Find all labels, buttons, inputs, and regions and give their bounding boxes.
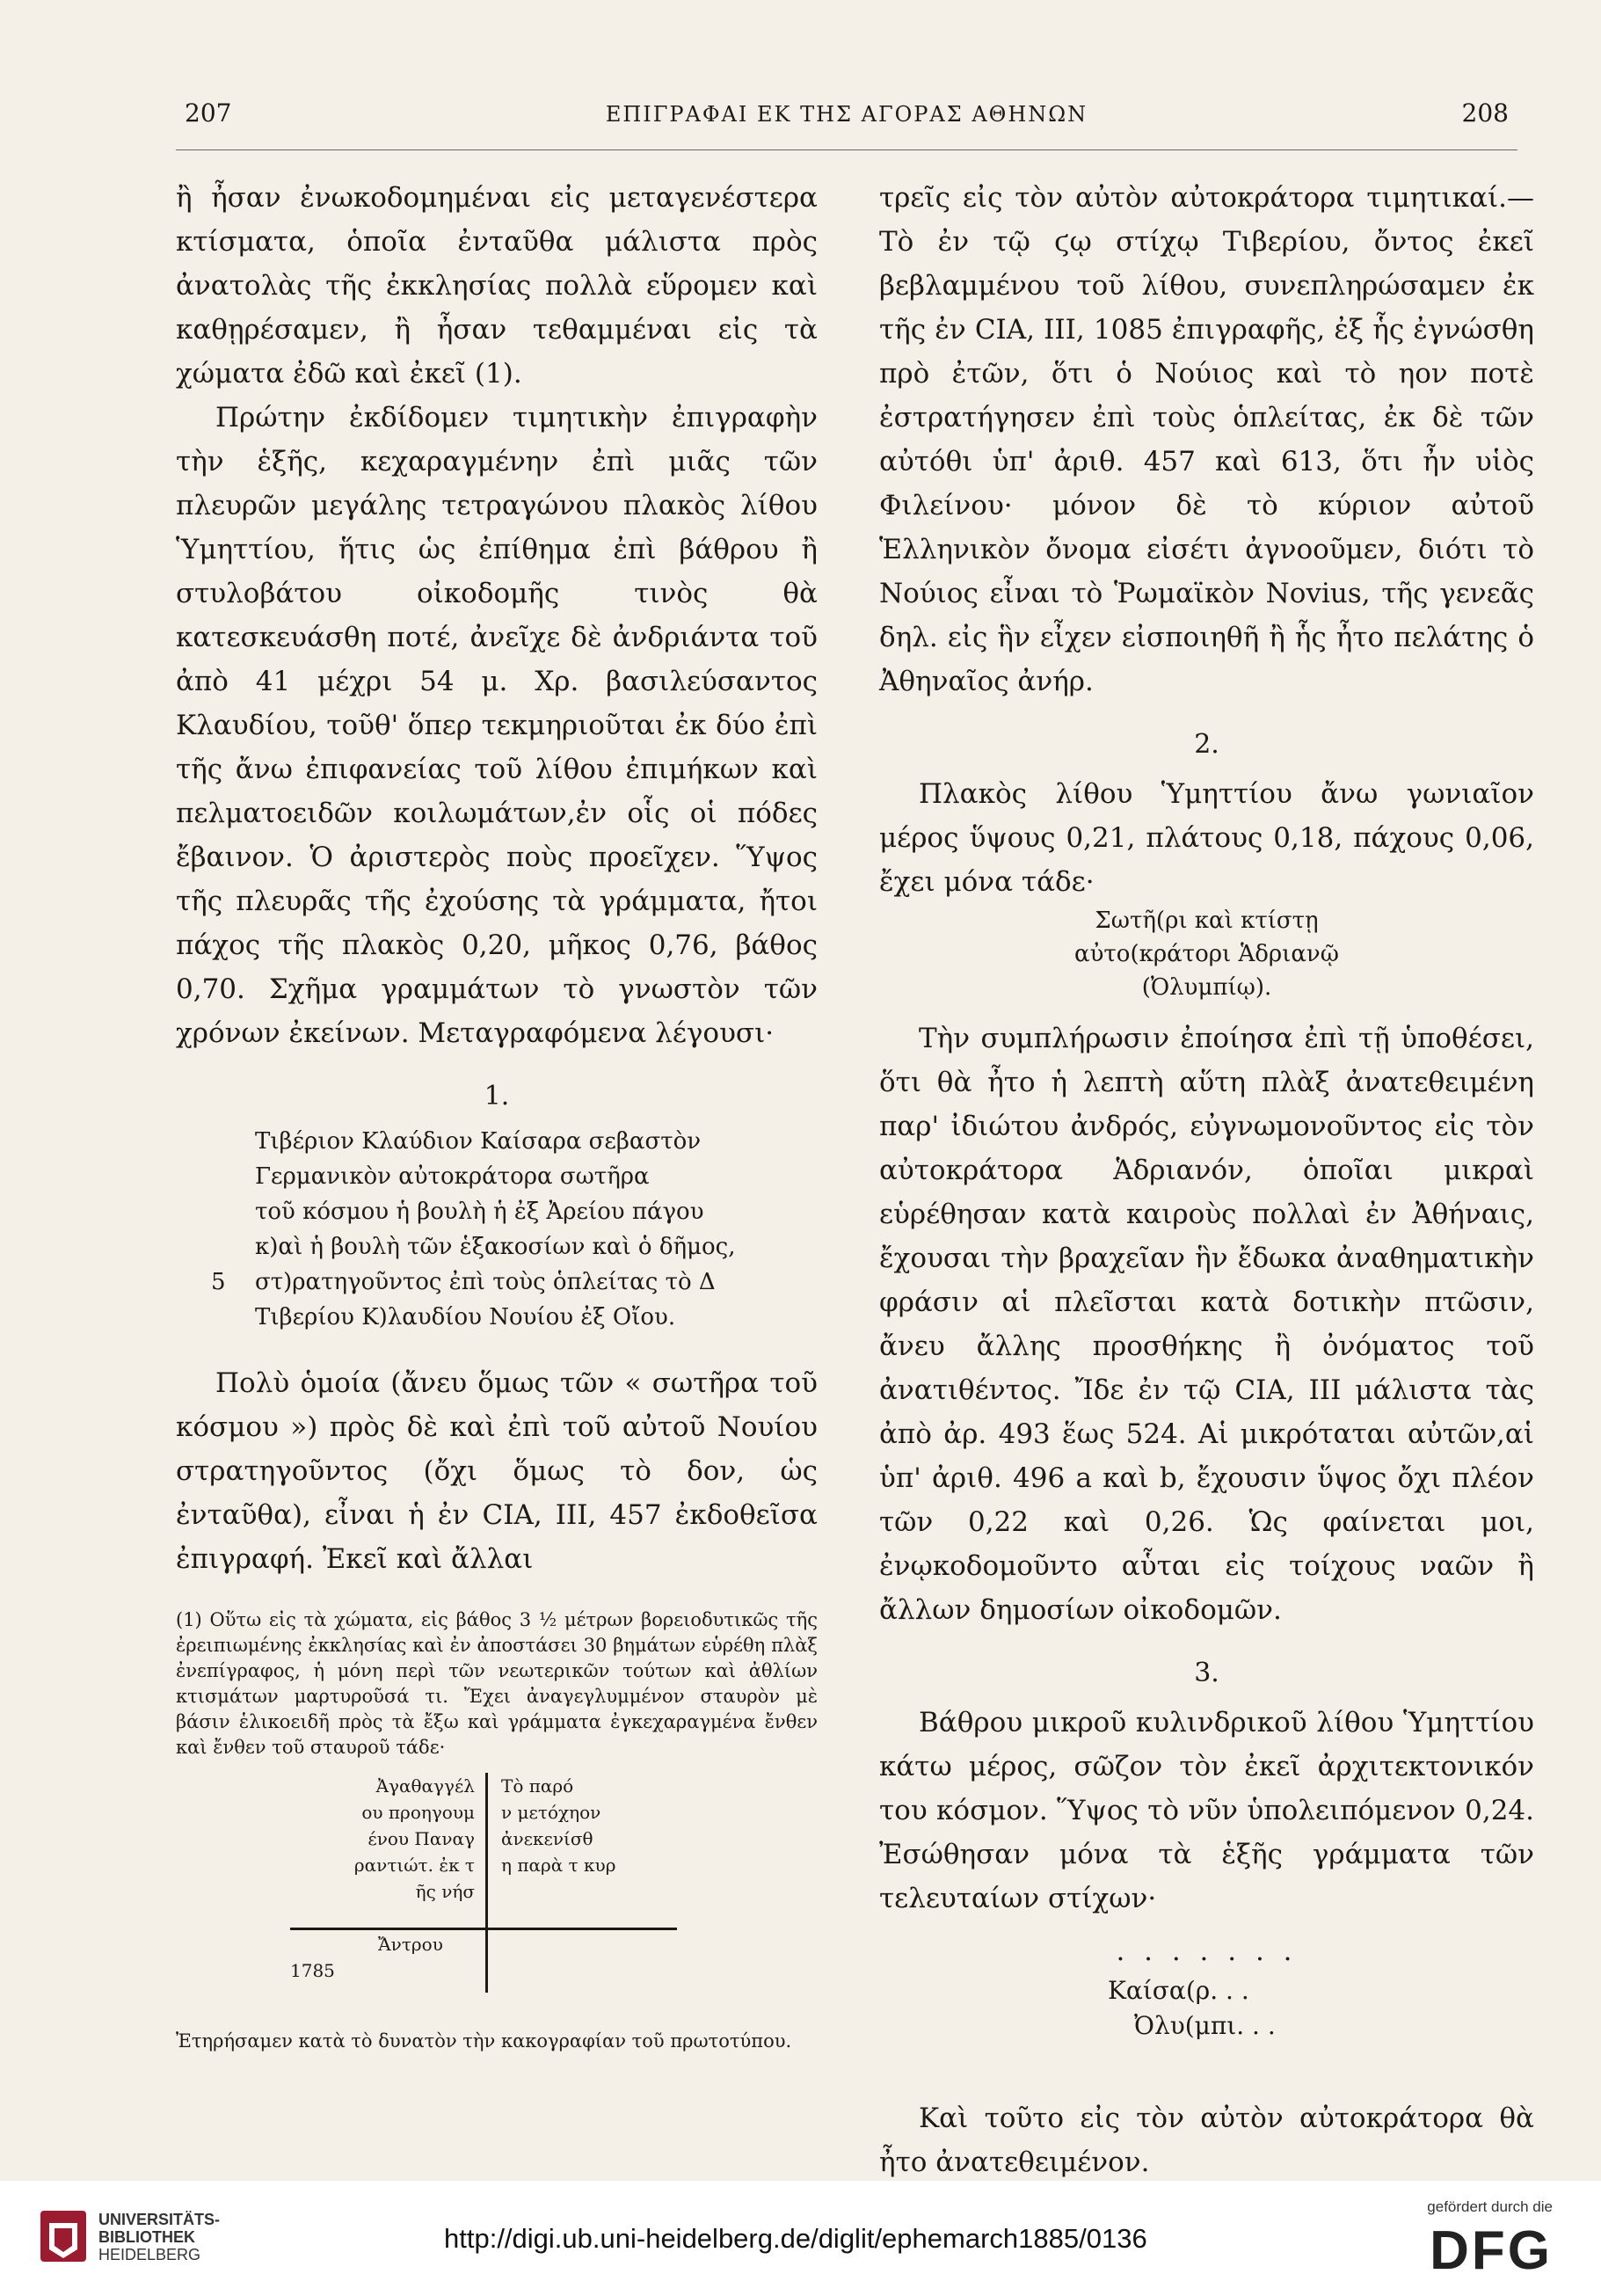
footnote: (1) Οὕτω εἰς τὰ χώματα, εἰς βάθος 3 ½ μέτρων βορειοδυτικῶς τῆς ἐρειπιωμένης ἐκκλησίας καὶ ἐν ἀποστάσει 30 βημάτων εὑρέθη πλὰξ ἐνεπίγραφος, ἡ μόνη περὶ τῶν νεωτερικῶν τούτων καὶ ἀθλίων κτισμάτων μαρτυροῦσά τι. Ἔχει ἀναγεγλυμμένον σταυρὸν μὲ βάσιν ἑλικοειδῆ πρὸς τὰ ἔξω καὶ γράμματα ἐγκεχαραγμένα ἔνθεν καὶ ἔνθεν τοῦ σταυροῦ τάδε· [176,1609,818,1758]
inscription-line: (Ὀλυμπίῳ). [1141,974,1272,1001]
inscription-3 [879,1973,1534,2044]
cross-horizontal-bar [290,1928,677,1930]
paragraph: ἢ ἦσαν ἐνωκοδομημέναι εἰς μεταγενέστερα κτίσματα, ὁποῖα ἐνταῦθα μάλιστα πρὸς ἀνατολὰς τῆς ἐκκλησίας πολλὰ εὕρομεν καὶ καθῃρέσαμεν, ἢ ἦσαν τεθαμμέναι εἰς τὰ χώματα ἐδῶ καὶ ἐκεῖ (1). [176,182,818,390]
paragraph: Πολὺ ὁμοία (ἄνευ ὅμως τῶν « σωτῆρα τοῦ κόσμου ») πρὸς δὲ καὶ ἐπὶ τοῦ αὐτοῦ Νουίου στρατηγοῦντος (ὄχι ὅμως τὸ δον, ὡς ἐνταῦθα), εἶναι ἡ ἐν CIA, III, 457 ἐκδοθεῖσα ἐπιγραφή. Ἐκεῖ καὶ ἄλλαι [176,1367,818,1575]
right-column [879,176,1534,2184]
line-number: 5 [211,1269,226,1295]
figure-caption: Ἐτηρήσαμεν κατὰ τὸ δυνατὸν τὴν κακογραφίαν τοῦ πρωτοτύπου. [176,2030,792,2052]
paragraph: Πλακὸς λίθου Ὑμηττίου ἄνω γωνιαῖον μέρος ὕψους 0,21, πλάτους 0,18, πάχους 0,06, ἔχει μόνα τάδε· [879,778,1534,898]
running-head [176,98,1517,134]
dfg-logo: DFG [1430,2220,1553,2281]
inscription-line: Γερμανικὸν αὐτοκράτορα σωτῆρα [255,1163,650,1190]
paragraph: Πρώτην ἐκδίδομεν τιμητικὴν ἐπιγραφὴν τὴν ἑξῆς, κεχαραγμένην ἐπὶ μιᾶς τῶν πλευρῶν μεγάλης τετραγώνου πλακὸς λίθου Ὑμηττίου, ἥτις ὡς ἐπίθημα ἐπὶ βάθρου ἢ στυλοβάτου οἰκοδομῆς τινὸς θὰ κατεσκευάσθη ποτέ, ἀνεῖχε δὲ ἀνδριάντα τοῦ ἀπὸ 41 μέχρι 54 μ. Χρ. βασιλεύσαντος Κλαυδίου, τοῦθ' ὅπερ τεκμηριοῦται ἐκ δύο ἐπὶ τῆς ἄνω ἐπιφανείας τοῦ λίθου ἐπιμήκων καὶ πελματοειδῶν κοιλωμάτων,ἐν οἷς οἱ πόδες ἔβαινον. Ὁ ἀριστερὸς ποὺς προεῖχεν. Ὕψος τῆς πλευρᾶς τῆς ἐχούσης τὰ γράμματα, ἤτοι πάχος τῆς πλακὸς 0,20, μῆκος 0,76, βάθος 0,70. Σχῆμα γραμμάτων τὸ γνωστὸν τῶν χρόνων ἐκείνων. Μεταγραφόμενα λέγουσι· [176,402,818,1049]
inscription-line: Σωτῆ(ρι καὶ κτίστῃ [1095,907,1319,934]
cross-right-text: Τὸ παρό ν μετόχηον ἀνεκενίσθ η παρὰ τ κυρ [501,1775,616,1876]
header-rule [176,149,1517,150]
inscription-2 [879,904,1534,1004]
university-seal-icon [37,2207,90,2265]
cross-left-text: Ἀγαθαγγέλ ου προηγουμ ένου Παναγ ραντιώτ. ἐκ τ ῆς νήσ [353,1775,475,1902]
cross-below-text: Ἄντρου 1785 [290,1934,443,1981]
inscription-line: Ὀλυ(μπι. . . [1134,2011,1276,2040]
paragraph: τρεῖς εἰς τὸν αὐτὸν αὐτοκράτορα τιμητικαί.—Τὸ ἐν τῷ ϛῳ στίχῳ Τιβερίου, ὄντος ἐκεῖ βεβλαμμένου τοῦ λίθου, συνεπληρώσαμεν ἐκ τῆς ἐν CIA, III, 1085 ἐπιγραφῆς, ἐξ ἧς ἐγνώσθη πρὸ ἐτῶν, ὅτι ὁ Νούιος καὶ τὸ ηον ποτὲ ἐστρατήγησεν ἐπὶ τοὺς ὁπλείτας, ἐκ δὲ τῶν αὐτόθι ὑπ' ἀριθ. 457 καὶ 613, ὅτι ἦν υἱὸς Φιλείνου· μόνον δὲ τὸ κύριον αὐτοῦ Ἑλληνικὸν ὄνομα εἰσέτι ἀγνοοῦμεν, διότι τὸ Νούιος εἶναι τὸ Ῥωμαϊκὸν Novius, τῆς γενεᾶς δηλ. εἰς ἣν εἶχεν εἰσποιηθῆ ἢ ἧς ἦτο πελάτης ὁ Ἀθηναῖος ἀνήρ. [879,182,1534,697]
section-number: 3. [1194,1658,1219,1688]
inscription-1 [176,1124,818,1335]
inscription-line: Καίσα(ρ. . . [1108,1976,1249,2005]
inscription-line: αὐτο(κράτορι Ἁδριανῷ [1074,941,1339,967]
paragraph: Καὶ τοῦτο εἰς τὸν αὐτὸν αὐτοκράτορα θὰ ἦτο ἀνατεθειμένον. [879,2103,1534,2178]
page-number-left: 207 [185,98,232,128]
paragraph: Τὴν συμπλήρωσιν ἐποίησα ἐπὶ τῇ ὑποθέσει, ὅτι θὰ ἦτο ἡ λεπτὴ αὕτη πλὰξ ἀνατεθειμένη παρ' ἰδιώτου ἀνδρός, εὐγνωμονοῦντος εἰς τὸν αὐτοκράτορα Ἁδριανόν, ὁποῖαι μικραὶ εὑρέθησαν κατὰ καιροὺς πολλαὶ ἐν Ἀθήναις, ἔχουσαι τὴν βραχεῖαν ἣν ἔδωκα ἀναθηματικὴν φράσιν αἱ πλεῖσται κατὰ δοτικὴν πτῶσιν, ἄνευ ἄλλης προσθήκης ἢ ὀνόματος τοῦ ἀνατιθέντος. Ἴδε ἐν τῷ CIA, III μάλιστα τὰς ἀπὸ ἀρ. 493 ἕως 524. Αἱ μικρόταται αὐτῶν,αἱ ὑπ' ἀριθ. 496 a καὶ b, ἔχουσιν ὕψος ὄχι πλέον τῶν 0,22 καὶ 0,26. Ὡς φαίνεται μοι, ἐνῳκοδομοῦντο αὗται εἰς τοίχους ναῶν ἢ ἄλλων δημοσίων οἰκοδομῶν. [879,1023,1534,1626]
lacuna-dots: . . . . . . . [1116,1935,1298,1967]
left-column [176,176,818,2063]
inscription-line: Τιβέριον Κλαύδιον Καίσαρα σεβαστὸν [255,1128,702,1155]
section-number: 1. [484,1081,510,1112]
running-title: ΕΠΙΓΡΑΦΑΙ ΕΚ ΤΗΣ ΑΓΟΡΑΣ ΑΘΗΝΩΝ [605,102,1088,127]
inscription-line: τοῦ κόσμου ἡ βουλὴ ἡ ἐξ Ἀρείου πάγου [255,1199,704,1225]
paragraph: Βάθρου μικροῦ κυλινδρικοῦ λίθου Ὑμηττίου κάτω μέρος, σῶζον τὸν ἐκεῖ ἀρχιτεκτονικόν του κόσμον. Ὕψος τὸ νῦν ὑπολειπόμενον 0,24. Ἐσώθησαν μόνα τὰ ἑξῆς γράμματα τῶν τελευταίων στίχων· [879,1707,1534,1914]
page-number-right: 208 [1461,98,1509,128]
library-name: UNIVERSITÄTS- BIBLIOTHEK HEIDELBERG [98,2211,221,2263]
inscription-line: 5 στ)ρατηγοῦντος ἐπὶ τοὺς ὁπλείτας τὸ Δ [176,1265,818,1300]
digitization-footer [0,2181,1601,2296]
source-url-link[interactable]: http://digi.ub.uni-heidelberg.de/diglit/ephemarch1885/0136 [444,2223,1147,2254]
section-number: 2. [1194,729,1219,760]
inscription-line: Τιβερίου Κ)λαυδίου Νουίου ἐξ Οἴου. [255,1304,676,1330]
inscription-line: κ)αὶ ἡ βουλὴ τῶν ἑξακοσίων καὶ ὁ δῆμος, [255,1234,736,1260]
sponsor-label: gefördert durch die [1427,2198,1553,2215]
